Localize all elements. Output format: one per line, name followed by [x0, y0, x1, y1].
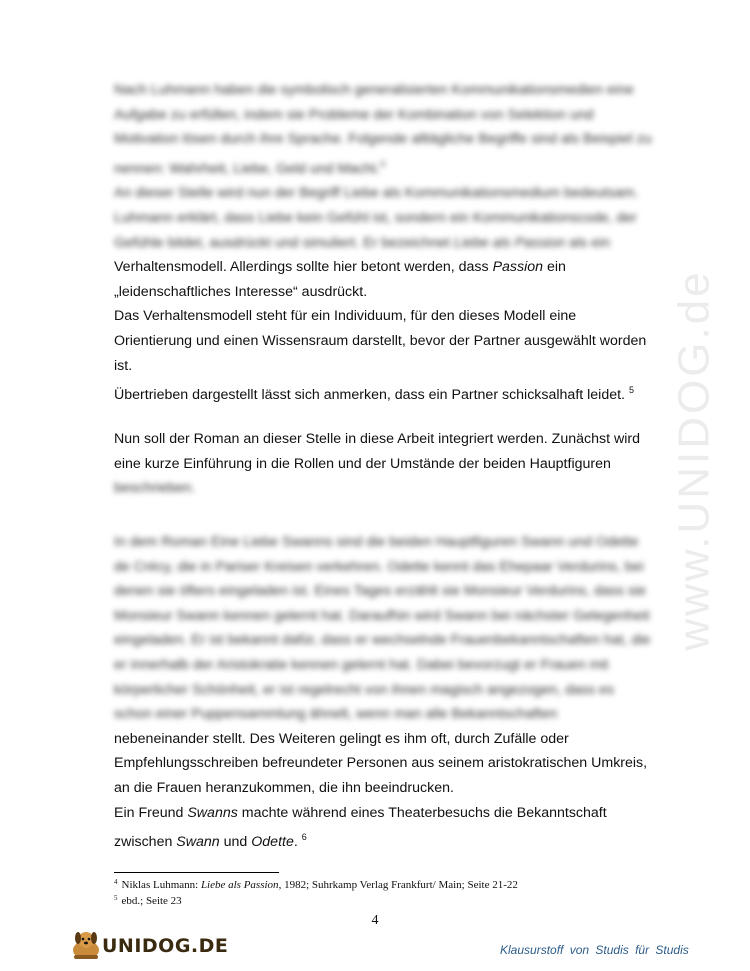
- text-line: Empfehlungsschreiben befreundeter Personen aus seinem aristokratischen Umkreis,: [114, 755, 648, 772]
- blurred-line: Luhmann erklärt, dass Liebe kein Gefühl ist, sondern ein Kommunikationscode, der: [114, 209, 637, 226]
- blurred-line: Monsieur Swann kennen gelernt hat. Daraufhin wird Swann bei nächster Gelegenheit: [114, 607, 650, 624]
- text-line: ist.: [114, 357, 133, 374]
- text-line: zwischen Swann und Odette. $^6$: [114, 832, 307, 851]
- text-line: an die Frauen heranzukommen, die ihn beeindrucken.: [114, 779, 454, 796]
- footnote-mark: 5: [628, 385, 634, 396]
- footnotes: [114, 876, 518, 908]
- unidog-logo: [66, 928, 229, 962]
- text-line: Das Verhaltensmodell steht für ein Individuum, für den dieses Modell eine: [114, 308, 577, 325]
- text-line: Ein Freund Swanns machte während eines Theaterbesuchs die Bekanntschaft: [114, 804, 607, 821]
- footnote-5: $^5$ ebd.; Seite 23: [114, 894, 182, 907]
- blurred-line: beschrieben.: [114, 480, 196, 497]
- footnote-mark: 6: [301, 832, 307, 843]
- blurred-line: In dem Roman Eine Liebe Swanns sind die beiden Hauptfiguren Swann und Odette: [114, 534, 639, 550]
- blurred-line: Nach Luhmann haben die symbolisch generalisierten Kommunikationsmedien eine: [114, 82, 634, 98]
- dog-mascot-icon: [66, 928, 106, 962]
- blurred-line: nennen: Wahrheit, Liebe, Geld und Macht.$^4$: [114, 158, 386, 177]
- watermark: www.UNIDOG.de: [670, 269, 720, 651]
- blurred-line: körperlicher Schönheit, er ist regelrecht von ihnen magisch angezogen, dass es: [114, 681, 614, 698]
- footnote-4: $^4$ Niklas Luhmann: Liebe als Passion, 1982; Suhrkamp Verlag Frankfurt/ Main; Seite 21-22: [114, 878, 518, 891]
- text-line: Nun soll der Roman an dieser Stelle in diese Arbeit integriert werden. Zunächst wird: [114, 431, 640, 447]
- blurred-line: An dieser Stelle wird nun der Begriff Liebe als Kommunikationsmedium bedeutsam.: [114, 185, 639, 202]
- blurred-line: Motivation lösen durch ihre Sprache. Folgende alltägliche Begriffe sind als Beispiel zu: [114, 131, 652, 148]
- footnote-divider: [114, 872, 279, 873]
- paragraph-luhmann: [114, 78, 652, 408]
- footnote-mark: 4: [380, 158, 386, 169]
- blurred-line: er innerhalb der Aristokratie kennen gelernt hat. Dabei bevorzugt er Frauen mit: [114, 656, 609, 673]
- logo-text: UNIDOG.DE: [102, 935, 229, 957]
- blurred-line: de Crécy, die in Pariser Kreisen verkehren. Odette kennt das Ehepaar Verdurins, bei: [114, 558, 644, 575]
- blurred-line: Aufgabe zu erfüllen, indem sie Probleme der Kombination von Selektion und: [114, 106, 594, 123]
- page-number: 4: [371, 913, 379, 928]
- paragraph-roman-intro: [114, 427, 640, 501]
- text-line: Übertrieben dargestellt lässt sich anmerken, dass ein Partner schicksalhaft leidet. $^5$: [114, 385, 634, 404]
- text-line: „leidenschaftliches Interesse“ ausdrückt.: [114, 283, 368, 300]
- paragraph-swann: [114, 530, 651, 855]
- tagline: Klausurstoff von Studis für Studis: [500, 943, 689, 957]
- text-line: eine kurze Einführung in die Rollen und der Umstände der beiden Hauptfiguren: [114, 455, 611, 472]
- text-line: Verhaltensmodell. Allerdings sollte hier betont werden, dass Passion ein: [114, 259, 566, 276]
- text-line: nebeneinander stellt. Des Weiteren gelingt es ihm oft, durch Zufälle oder: [114, 730, 569, 747]
- text-line: Orientierung und einen Wissensraum darstellt, bevor der Partner ausgewählt worden: [114, 332, 647, 349]
- blurred-line: Gefühle bildet, ausdrückt und simuliert. Er bezeichnet Liebe als Passion als ein: [114, 234, 611, 251]
- blurred-line: schon einer Puppensammlung ähnelt, wenn man alle Bekanntschaften: [114, 706, 558, 723]
- blurred-line: denen sie öfters eingeladen ist. Eines Tages erzählt sie Monsieur Verdurins, dass sie: [114, 583, 647, 600]
- blurred-line: eingeladen. Er ist bekannt dafür, dass er wechselnde Frauenbekanntschaften hat, die: [114, 632, 651, 649]
